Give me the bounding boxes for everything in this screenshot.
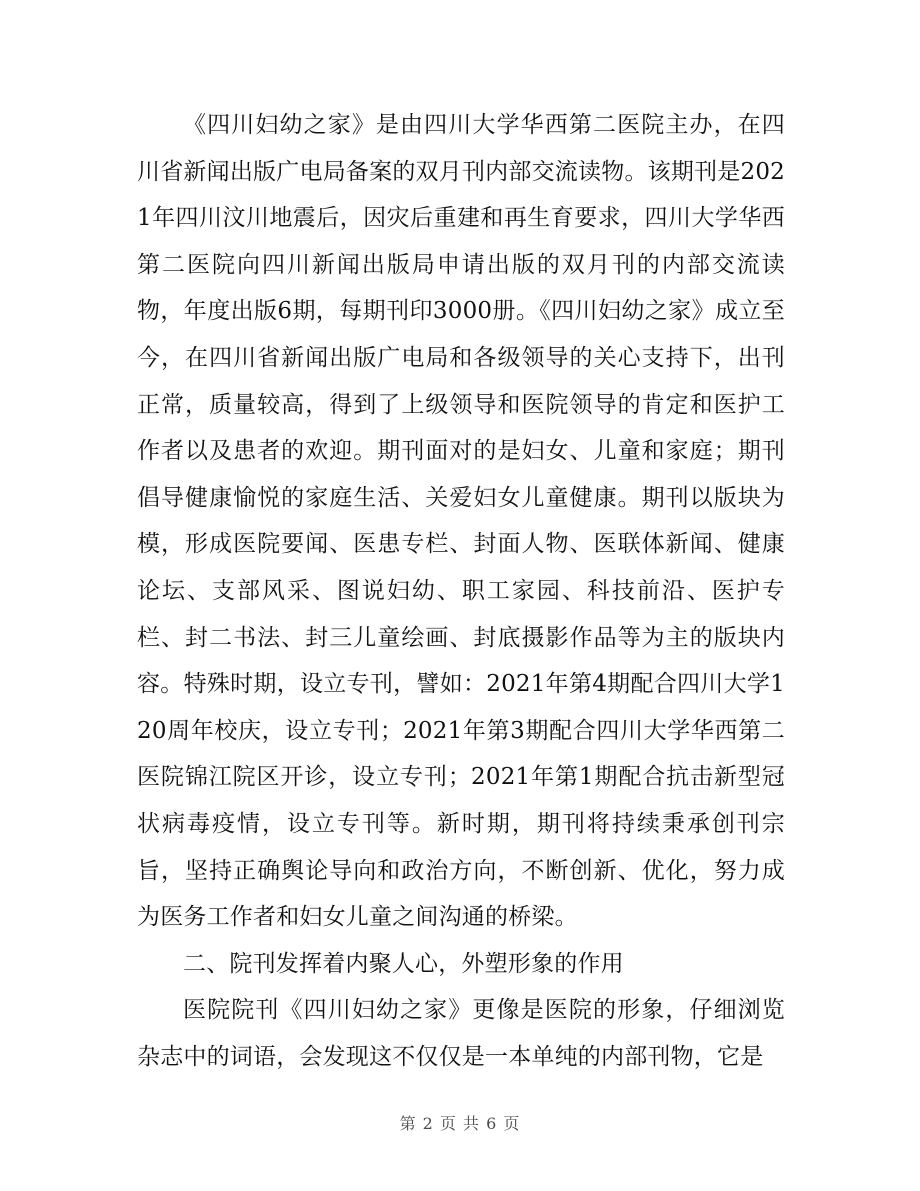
paragraph-intro: 《四川妇幼之家》是由四川大学华西第二医院主办，在四川省新闻出版广电局备案的双月刊内部交流读物。该期刊是2021年四川汶川地震后，因灾后重建和再生育要求，四川大学华西第二医院向四川新闻出版局申请出版的双月刊的内部交流读物，年度出版6期，每期刊印3000册。《四川妇幼之家》成立至今，在四川省新闻出版广电局和各级领导的关心支持下，出刊正常，质量较高，得到了上级领导和医院领导的肯定和医护工作者以及患者的欢迎。期刊面对的是妇女、儿童和家庭；期刊倡导健康愉悦的家庭生活、关爱妇女儿童健康。期刊以版块为模，形成医院要闻、医患专栏、封面人物、医联体新闻、健康论坛、支部风采、图说妇幼、职工家园、科技前沿、医护专栏、封二书法、封三儿童绘画、封底摄影作品等为主的版块内容。特殊时期，设立专刊，譬如：2021年第4期配合四川大学120周年校庆，设立专刊；2021年第3期配合四川大学华西第二医院锦江院区开诊，设立专刊；2021年第1期配合抗击新型冠状病毒疫情，设立专刊等。新时期，期刊将持续秉承创刊宗旨，坚持正确舆论导向和政治方向，不断创新、优化，努力成为医务工作者和妇女儿童之间沟通的桥梁。 [137, 112, 785, 931]
paragraph-followup: 医院院刊《四川妇幼之家》更像是医院的形象，仔细浏览杂志中的词语，会发现这不仅仅是一本单纯的内部刊物，它是 [137, 997, 785, 1070]
section-heading: 二、院刊发挥着内聚人心，外塑形象的作用 [183, 950, 624, 977]
page-footer: 第 2 页 共 6 页 [399, 1114, 521, 1133]
document-body [137, 102, 785, 1080]
